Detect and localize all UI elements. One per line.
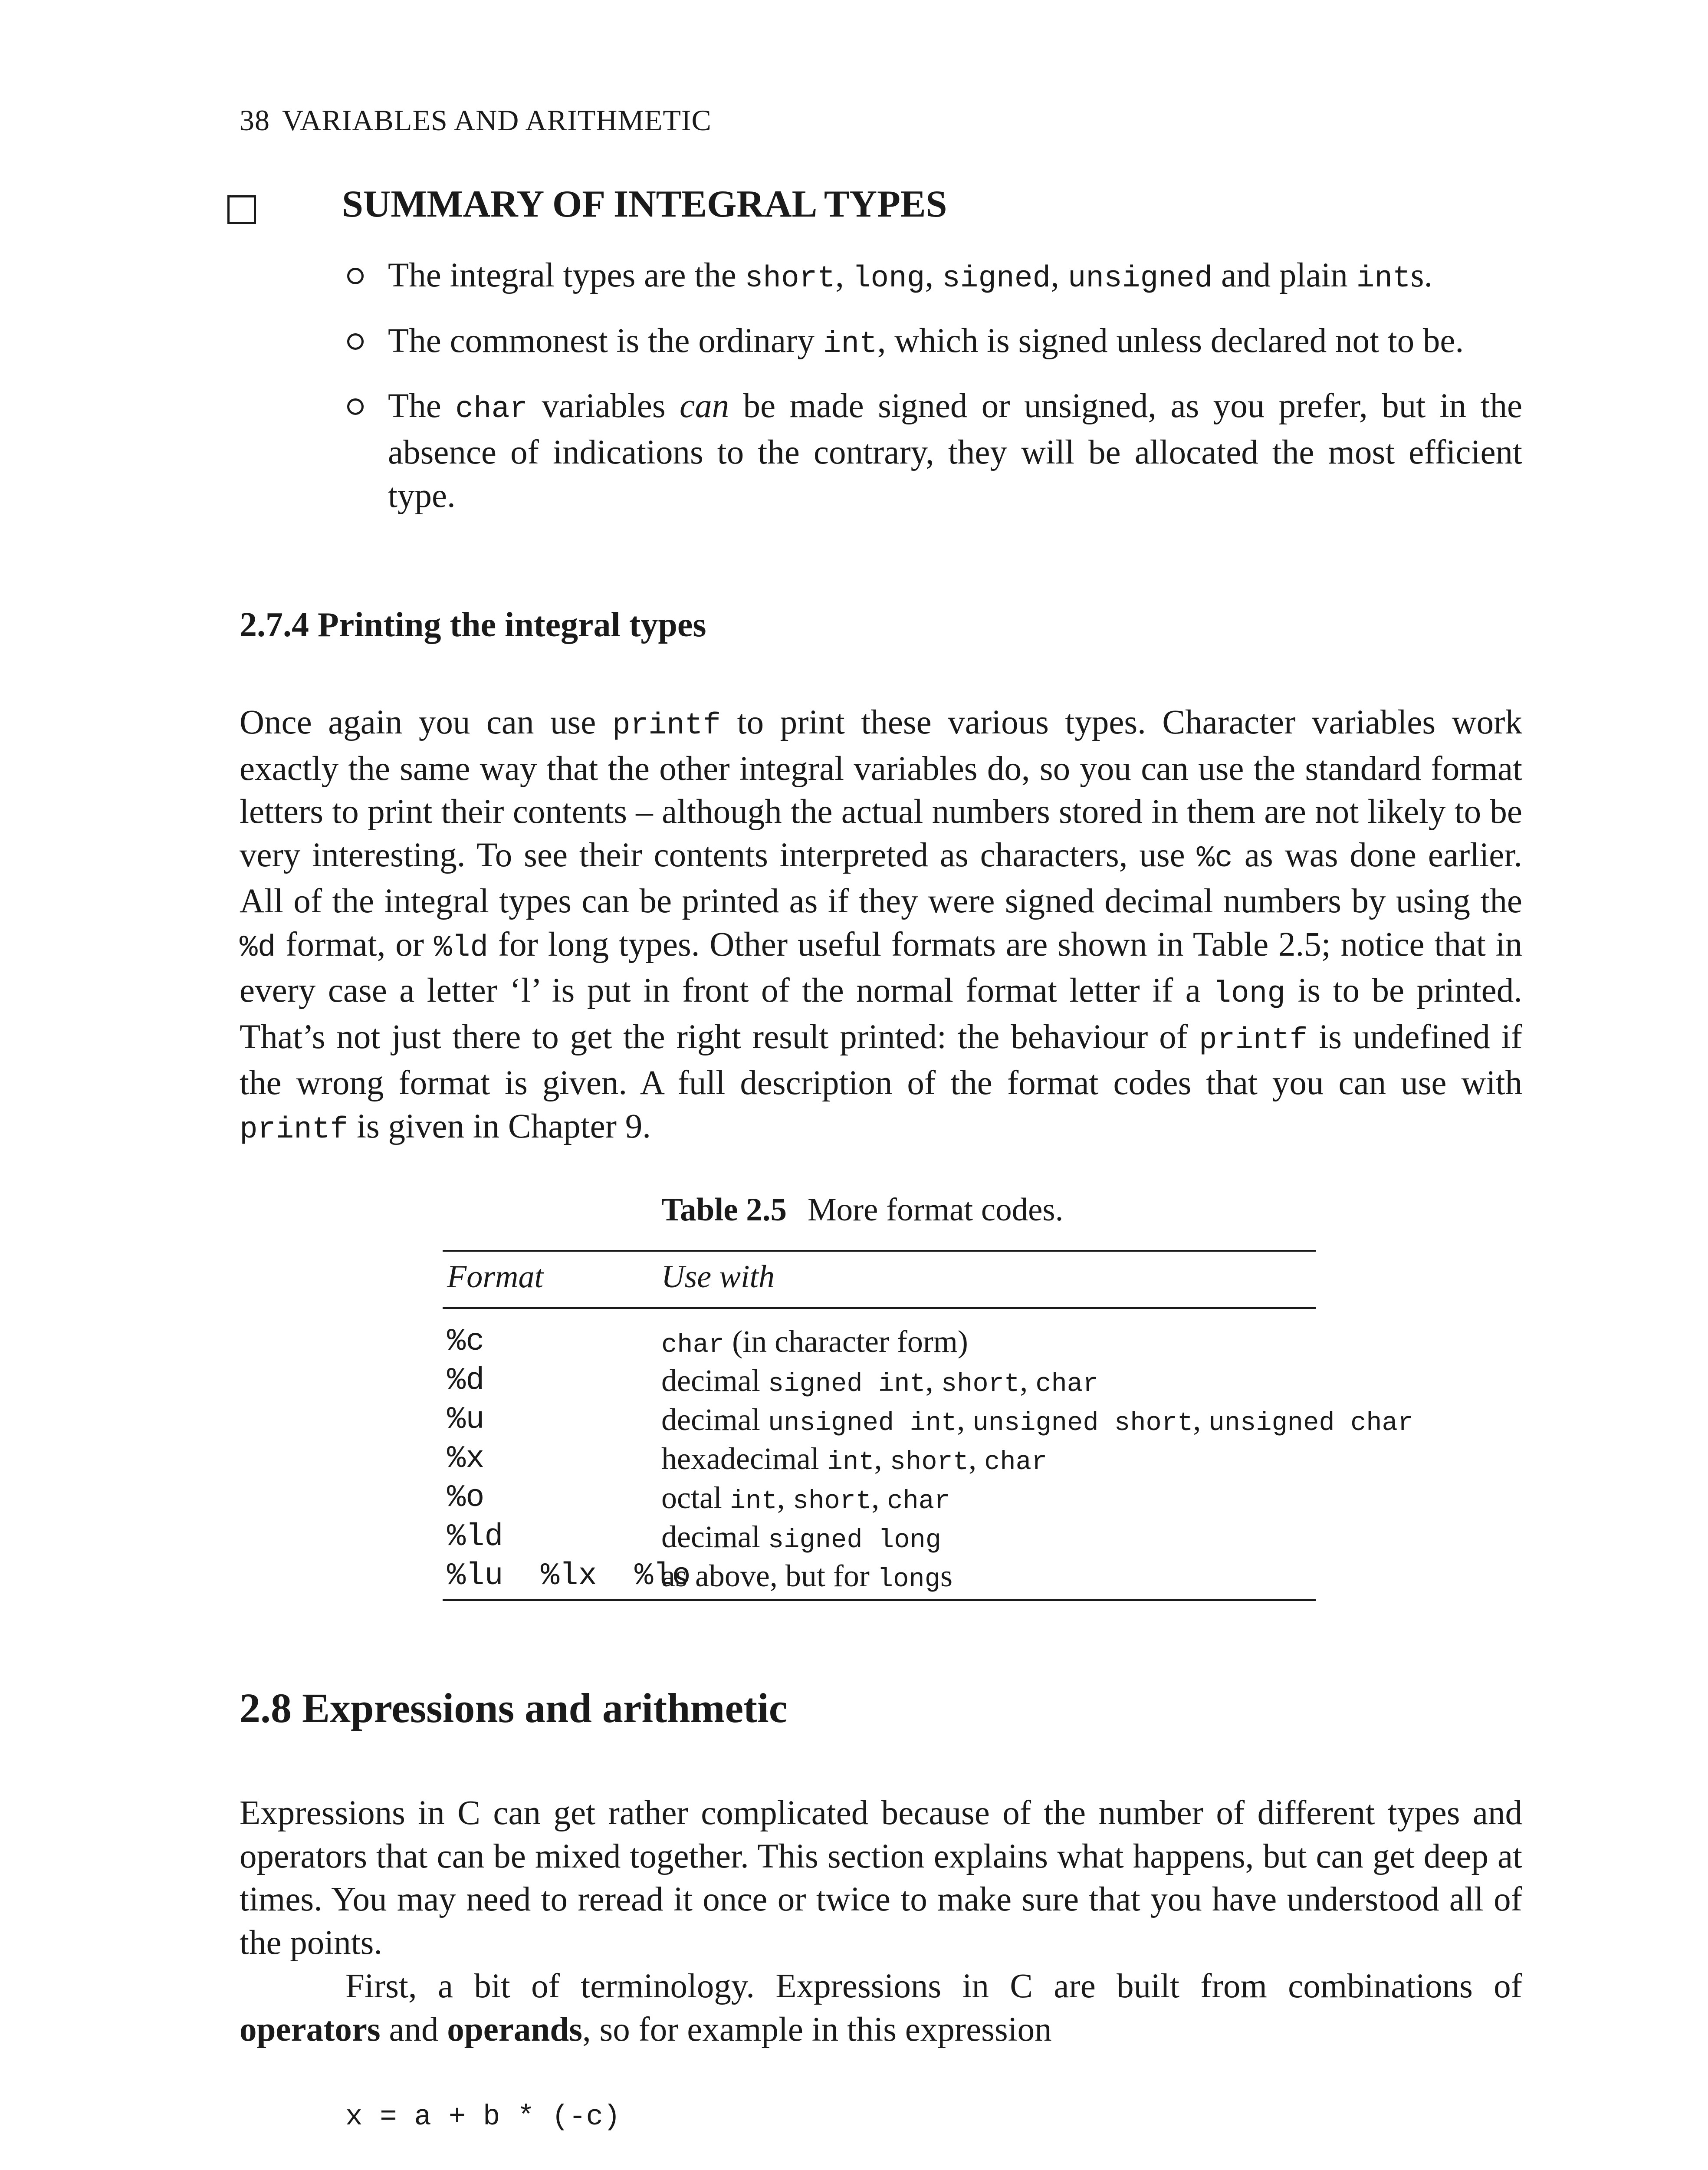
text: decimal xyxy=(661,1363,768,1398)
code: printf xyxy=(612,708,721,743)
paragraph-printing xyxy=(240,701,1522,1151)
text: The commonest is the ordinary xyxy=(388,322,823,360)
code: long xyxy=(852,261,925,296)
table-cell-use-with xyxy=(661,1402,1413,1438)
text: The xyxy=(388,387,456,425)
table-cell-use-with xyxy=(661,1363,1098,1399)
text: variables xyxy=(528,387,680,425)
code: %ld xyxy=(434,930,489,965)
code-expression: x = a + b * (-c) xyxy=(345,2101,621,2133)
code: char xyxy=(1035,1370,1099,1399)
table-cell-format: %o xyxy=(447,1480,485,1516)
text: is undefined if the wrong format is given. A full description of the format codes that you can use with xyxy=(240,1018,1522,1102)
text: decimal xyxy=(661,1519,768,1554)
summary-bullet-2 xyxy=(388,319,1464,366)
table-header-format: Format xyxy=(447,1259,543,1295)
subsection-heading: 2.7.4 Printing the integral types xyxy=(240,606,706,644)
table-cell-format: %lu %lx %lo xyxy=(447,1558,691,1594)
text: , xyxy=(1051,256,1068,294)
code: short xyxy=(745,261,836,296)
code: printf xyxy=(240,1112,348,1147)
code: short xyxy=(890,1448,969,1477)
table-caption xyxy=(661,1191,1063,1229)
text: for long types. Other useful formats are shown in Table 2.5; notice that in every case a letter ‘l’ is put in front of the normal format letter if a xyxy=(240,925,1522,1009)
table-header-use-with: Use with xyxy=(661,1259,775,1295)
text: Once again you can use xyxy=(240,704,612,741)
table-caption-text: More format codes. xyxy=(807,1192,1064,1228)
code: char xyxy=(984,1448,1048,1477)
text: and plain xyxy=(1212,256,1357,294)
text: , xyxy=(925,256,942,294)
text: , xyxy=(871,1480,887,1515)
text: , xyxy=(925,1363,941,1398)
emphasis: can xyxy=(680,387,729,425)
text: is given in Chapter 9. xyxy=(348,1107,651,1145)
code: char xyxy=(455,392,528,426)
summary-box-icon xyxy=(227,195,256,224)
code: printf xyxy=(1199,1023,1308,1057)
text: The integral types are the xyxy=(388,256,745,294)
table-rule-mid xyxy=(443,1307,1316,1309)
running-header xyxy=(240,103,712,138)
table-cell-format: %ld xyxy=(447,1519,503,1555)
code: unsigned char xyxy=(1209,1409,1414,1438)
code: int xyxy=(823,327,877,361)
text: to print these various types. Character variables work exactly the same way that the other integral variables do, so you can use the standard format letters to print their contents – although the actual numbers stored in them are not likely to be very interesting. To see their contents interpreted as characters, use xyxy=(240,704,1522,874)
code: char xyxy=(887,1487,950,1516)
text: , xyxy=(969,1441,985,1476)
text: (in character form) xyxy=(724,1324,968,1359)
table-rule-bottom xyxy=(443,1599,1316,1601)
text: , xyxy=(1193,1402,1209,1437)
page-number: 38 xyxy=(240,104,270,137)
table-cell-use-with xyxy=(661,1324,968,1360)
text: , which is signed unless declared not to be. xyxy=(877,322,1464,360)
bullet-circle-icon xyxy=(347,268,364,284)
code: int xyxy=(827,1448,874,1477)
text: s xyxy=(940,1558,953,1593)
code: char xyxy=(661,1331,725,1360)
table-label: Table 2.5 xyxy=(661,1192,787,1228)
table-cell-use-with xyxy=(661,1480,950,1516)
table-cell-format: %d xyxy=(447,1363,485,1398)
code: int xyxy=(1356,261,1411,296)
text: hexadecimal xyxy=(661,1441,827,1476)
text: as above, but for xyxy=(661,1558,877,1593)
text: , xyxy=(835,256,853,294)
code: %d xyxy=(240,930,276,965)
summary-title: SUMMARY OF INTEGRAL TYPES xyxy=(342,183,947,225)
code: long xyxy=(1213,976,1286,1011)
text: as was done earlier. All of the integral types can be printed as if they were signed decimal numbers by using the xyxy=(240,836,1522,920)
code: short xyxy=(941,1370,1020,1399)
code: signed xyxy=(942,261,1051,296)
table-cell-format: %c xyxy=(447,1324,485,1359)
code: long xyxy=(877,1565,941,1595)
code: int xyxy=(729,1487,777,1516)
text: is to be printed. That’s not just there to get the right result printed: the behaviour of xyxy=(240,972,1522,1056)
summary-bullet-3 xyxy=(388,385,1522,518)
bold-term: operands xyxy=(447,2010,582,2048)
text: s. xyxy=(1410,256,1433,294)
text: and xyxy=(380,2010,447,2048)
table-rule-top xyxy=(443,1250,1316,1252)
running-title: VARIABLES AND ARITHMETIC xyxy=(282,104,712,137)
table-cell-format: %x xyxy=(447,1441,485,1476)
table-cell-use-with xyxy=(661,1558,953,1595)
bullet-circle-icon xyxy=(347,398,364,415)
text: , so for example in this expression xyxy=(582,2010,1052,2048)
section-heading: 2.8 Expressions and arithmetic xyxy=(240,1685,788,1731)
text: decimal xyxy=(661,1402,768,1437)
text: octal xyxy=(661,1480,730,1515)
code: unsigned xyxy=(1068,261,1213,296)
code: signed long xyxy=(768,1526,942,1555)
code: unsigned int xyxy=(768,1409,957,1438)
code: signed int xyxy=(768,1370,926,1399)
text: , xyxy=(777,1480,793,1515)
text: , xyxy=(957,1402,973,1437)
table-cell-format: %u xyxy=(447,1402,485,1437)
text: format, or xyxy=(276,925,434,963)
code: unsigned short xyxy=(972,1409,1193,1438)
text: , xyxy=(1020,1363,1036,1398)
code: %c xyxy=(1196,841,1233,875)
text: First, a bit of terminology. Expressions in C are built from combinations of xyxy=(345,1967,1522,2005)
text: be made signed or unsigned, as you prefer, but in the absence of indications to the contrary, they will be allocated the most efficient type. xyxy=(388,387,1523,515)
bullet-circle-icon xyxy=(347,333,364,350)
table-cell-use-with xyxy=(661,1519,941,1555)
paragraph-terminology xyxy=(240,1965,1522,2051)
summary-bullet-1 xyxy=(388,254,1432,300)
table-cell-use-with xyxy=(661,1441,1047,1477)
bold-term: operators xyxy=(240,2010,381,2048)
code: short xyxy=(792,1487,872,1516)
paragraph-expressions: Expressions in C can get rather complicated because of the number of different types and operators that can be mixed together. This section explains what happens, but can get deep at times. You may need to reread it once or twice to make sure that you have understood all of the points. xyxy=(240,1794,1522,1962)
text: , xyxy=(874,1441,890,1476)
